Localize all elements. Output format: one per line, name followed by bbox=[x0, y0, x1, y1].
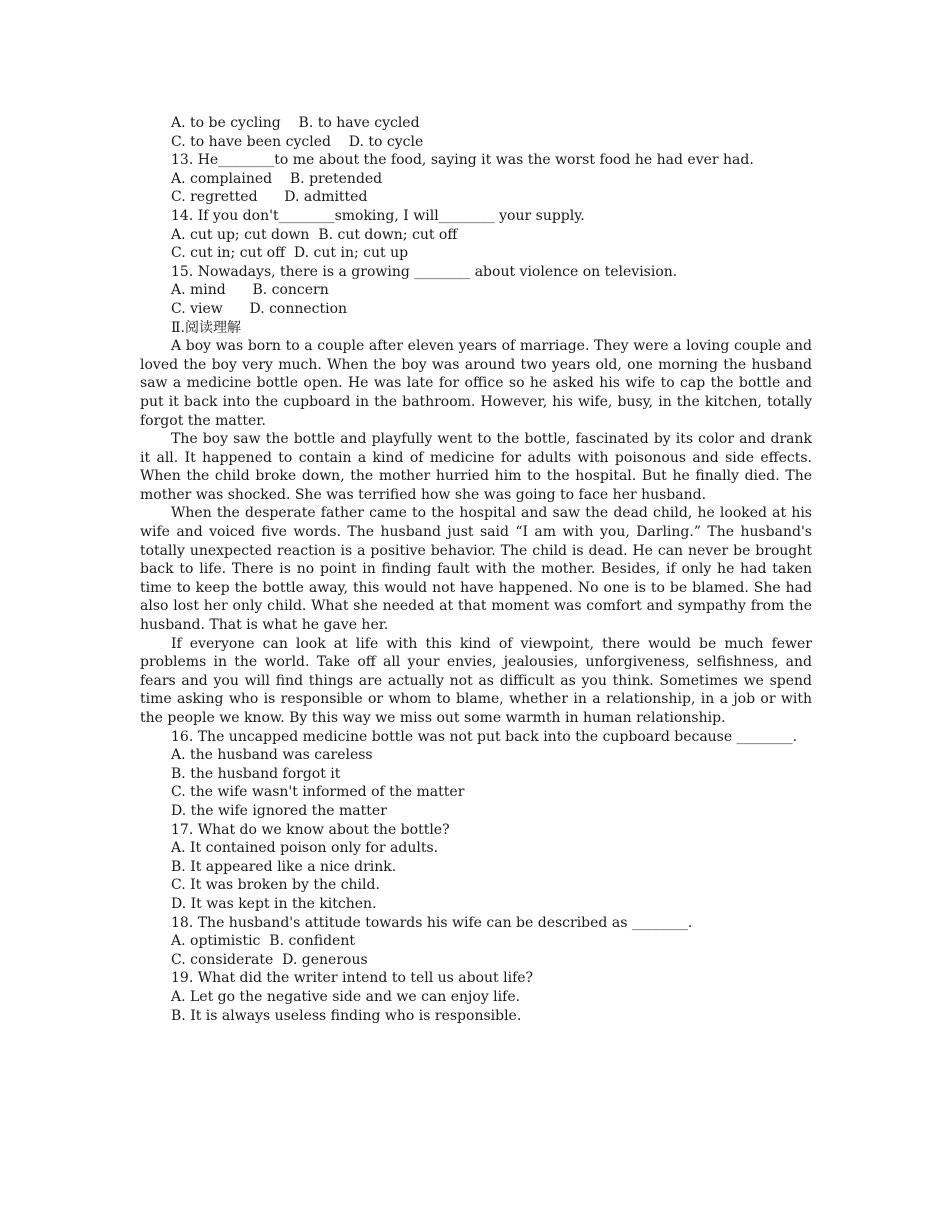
q17-option: C. It was broken by the child. bbox=[171, 877, 380, 894]
q17-option: B. It appeared like a nice drink. bbox=[171, 858, 397, 875]
q15-option-line: C. view D. connection bbox=[171, 300, 348, 317]
question-14-stem: 14. If you don't________smoking, I will________ your supply. bbox=[171, 207, 585, 224]
q17-option: A. It contained poison only for adults. bbox=[171, 840, 439, 857]
q17-option: D. It was kept in the kitchen. bbox=[171, 895, 377, 912]
question-18-stem: 18. The husband's attitude towards his wife can be described as ________. bbox=[171, 914, 693, 931]
q13-option-line: C. regretted D. admitted bbox=[171, 189, 368, 206]
document-page bbox=[140, 114, 812, 1025]
passage-paragraph: When the desperate father came to the hospital and saw the dead child, he looked at his wife and voiced five words. The husband just said “I am with you, Darling.” The husband's totally unexpected reaction is a positive behavior. The child is dead. He can never be brought back to life. There is no point in finding fault with the mother. Besides, if only he had taken time to keep the bottle away, this would not have happened. No one is to be blamed. She had also lost her only child. What she needed at that moment was comfort and sympathy from the husband. That is what he gave her. bbox=[140, 505, 812, 634]
question-16-stem: 16. The uncapped medicine bottle was not put back into the cupboard because ________. bbox=[171, 728, 798, 745]
q13-option-line: A. complained B. pretended bbox=[171, 170, 383, 187]
question-19-stem: 19. What did the writer intend to tell us about life? bbox=[171, 970, 534, 987]
q12-option-line: A. to be cycling B. to have cycled bbox=[171, 115, 420, 131]
q14-option-line: C. cut in; cut off D. cut in; cut up bbox=[171, 245, 409, 262]
q12-option-line: C. to have been cycled D. to cycle bbox=[171, 133, 424, 150]
q18-option-line: A. optimistic B. confident bbox=[171, 933, 355, 950]
q18-option-line: C. considerate D. generous bbox=[171, 951, 368, 968]
passage-paragraph: If everyone can look at life with this kind of viewpoint, there would be much fewer problems in the world. Take off all your envies, jealousies, unforgiveness, selfishness, and fears and you will find things are actually not as difficult as you think. Sometimes we spend time asking who is responsible or whom to blame, whether in a relationship, in a job or with the people we know. By this way we miss out some warmth in human relationship. bbox=[140, 635, 812, 726]
q16-option: C. the wife wasn't informed of the matter bbox=[171, 784, 465, 801]
q19-option: A. Let go the negative side and we can enjoy life. bbox=[171, 988, 521, 1005]
section-heading: Ⅱ.阅读理解 bbox=[171, 319, 241, 336]
question-13-stem: 13. He________to me about the food, saying it was the worst food he had ever had. bbox=[171, 152, 754, 169]
question-15-stem: 15. Nowadays, there is a growing ________ about violence on television. bbox=[171, 263, 678, 280]
question-17-stem: 17. What do we know about the bottle? bbox=[171, 821, 450, 838]
q14-option-line: A. cut up; cut down B. cut down; cut off bbox=[171, 226, 458, 243]
q16-option: D. the wife ignored the matter bbox=[171, 802, 387, 819]
q16-option: B. the husband forgot it bbox=[171, 765, 341, 782]
q16-option: A. the husband was careless bbox=[171, 747, 373, 764]
passage-paragraph: A boy was born to a couple after eleven years of marriage. They were a loving couple and loved the boy very much. When the boy was around two years old, one morning the husband saw a medicine bottle open. He was late for office so he asked his wife to cap the bottle and put it back into the cupboard in the bathroom. However, his wife, busy, in the kitchen, totally forgot the matter. bbox=[140, 338, 812, 429]
q19-option: B. It is always useless finding who is responsible. bbox=[171, 1007, 522, 1024]
passage-paragraph: The boy saw the bottle and playfully went to the bottle, fascinated by its color and drank it all. It happened to contain a kind of medicine for adults with poisonous and side effects. When the child broke down, the mother hurried him to the hospital. But he finally died. The mother was shocked. She was terrified how she was going to face her husband. bbox=[140, 431, 812, 503]
q15-option-line: A. mind B. concern bbox=[171, 282, 329, 299]
